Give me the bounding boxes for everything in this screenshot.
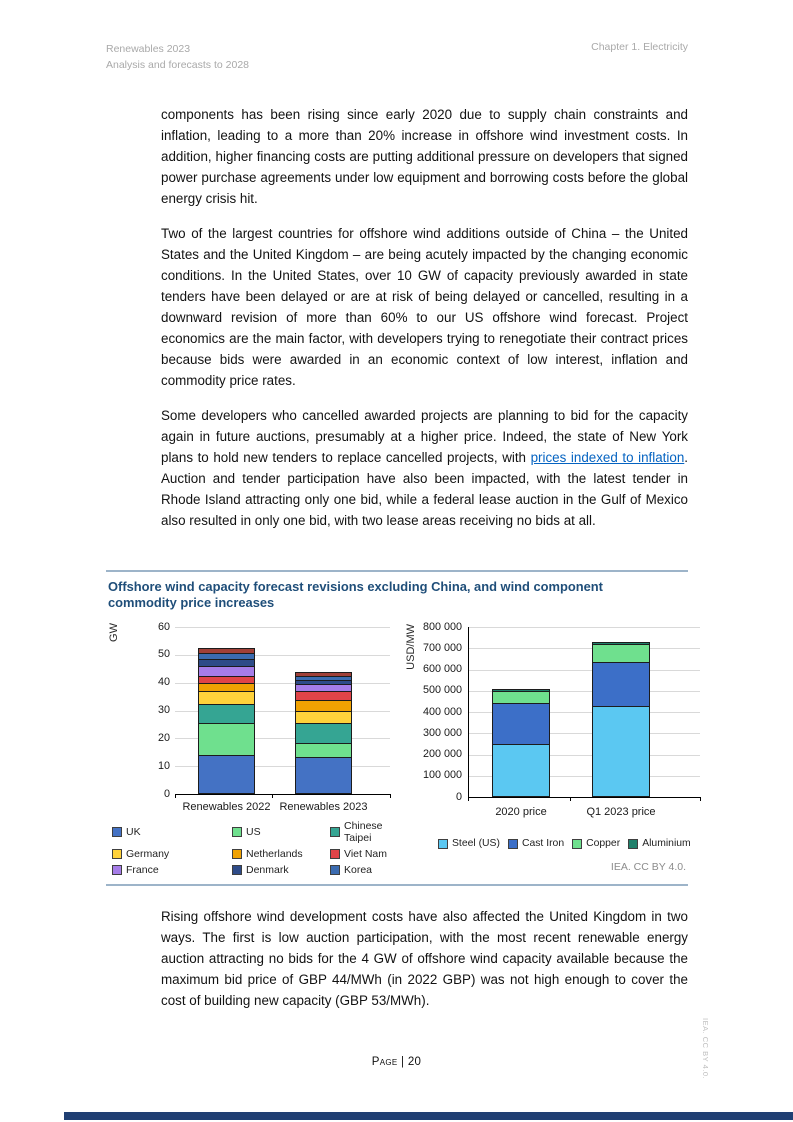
x-axis-tick [390,794,391,798]
paragraph-2: Two of the largest countries for offshore wind additions outside of China – the United States and the United Kingdom – are being acutely impacted by the changing economic conditions. In the United States, over 10 GW of capacity previously awarded in state tenders have been delayed or are at risk of being delayed or cancelled, resulting in a downward revision of more than 60% to our US offshore wind forecast. Project economics are the main factor, with developers trying to renegotiate their contract prices because bids were awarded in an economic context of low interest, inflation and commodity price rates. [161,226,688,388]
legend-swatch-icon [330,849,340,859]
paragraph-1: components has been rising since early 2020 due to supply chain constraints and inflation, leading to a more than 20% increase in offshore wind investment costs. In addition, higher financing costs are putting additional pressure on developers that signed power purchase agreements under low equipment and borrowing costs before the global energy crisis hit. [161,107,688,206]
bar-segment [492,689,550,692]
bar-segment [198,660,255,667]
legend-item [572,838,620,849]
y-tick-label: 30 [157,704,170,716]
bar-segment [198,724,255,756]
bar-segment [492,692,550,704]
bar-segment [592,642,650,645]
x-category-label: Renewables 2023 [279,801,368,813]
bar-segment [295,672,352,677]
legend-item [330,820,406,844]
bar-segment [295,712,352,724]
bar-segment [295,701,352,712]
legend-item [508,838,564,849]
bar-segment [592,707,650,797]
legend-label: Cast Iron [521,838,565,849]
bar-segment [295,677,352,681]
report-subtitle: Analysis and forecasts to 2028 [106,59,250,71]
commodity-price-chart [400,617,700,872]
figure-credit: IEA. CC BY 4.0. [610,861,686,873]
bar-segment [295,685,352,692]
legend-swatch-icon [112,865,122,875]
x-category-label: Renewables 2022 [182,801,271,813]
bar-segment [295,758,352,794]
figure-title: Offshore wind capacity forecast revisions excluding China, and wind component commodity price increases [108,579,603,610]
figure-box [106,570,691,886]
y-tick-label: 0 [455,790,462,803]
legend-swatch-icon [438,839,448,849]
legend-item [112,848,232,860]
y-tick-label: 300 000 [422,726,462,739]
legend-label: France [126,864,159,876]
y-tick-label: 60 [157,620,170,633]
bar-segment [295,744,352,758]
gridline [468,627,700,628]
y-tick-label: 200 000 [422,748,462,760]
y-tick-label: 50 [157,648,170,661]
bar-segment [198,692,255,705]
legend-label: UK [126,826,141,838]
legend-label: Chinese Taipei [344,820,383,844]
bar-segment [198,654,255,660]
legend-swatch-icon [330,865,340,875]
price-chart-legend [438,838,691,849]
legend-item [112,820,232,844]
y-tick-label: 20 [157,731,170,744]
legend-item [628,838,691,849]
y-tick-label: 500 000 [422,684,462,697]
y-axis-line [468,627,469,797]
paragraph-3-text: Some developers who cancelled awarded projects are planning to bid for the capacity again in future auctions, presumably at a higher price. Indeed, the state of New York plans to hold new tenders to replace cancelled projects, with [161,408,688,465]
legend-label: Viet Nam [344,848,387,860]
x-category-label: Q1 2023 price [586,806,656,818]
legend-swatch-icon [232,827,242,837]
legend-item [112,864,232,876]
paragraph-3-text-after: . Auction and tender participation have also been impacted, with the latest tender in Rhode Island attracting only one bid, while a federal lease auction in the Gulf of Mexico also resulted in only one bid, with two lease areas receiving no bids at all. [161,450,689,528]
legend-label: US [246,826,261,838]
bar-segment [198,756,255,794]
side-license-note: IEA. CC BY 4.0. [701,1018,710,1080]
legend-label: Germany [126,848,170,860]
page-number: Page | 20 [371,1056,422,1068]
capacity-chart-legend [112,820,406,876]
legend-swatch-icon [232,849,242,859]
legend-label: Steel (US) [452,838,500,849]
legend-label: Netherlands [246,848,303,860]
bar-segment [592,663,650,707]
prices-indexed-link[interactable]: prices indexed to inflation [530,450,685,465]
legend-item [232,864,330,876]
y-axis-label: GW [108,623,120,642]
legend-item [330,864,406,876]
capacity-forecast-chart [106,617,406,876]
x-axis-tick [272,794,273,798]
bar-segment [198,677,255,684]
chapter-header: Chapter 1. Electricity [591,41,688,53]
legend-swatch-icon [112,849,122,859]
paragraph-4: Rising offshore wind development costs have also affected the United Kingdom in two ways. The first is low auction participation, with the most recent renewable energy auction attracting no bids for the 4 GW of offshore wind capacity available because the maximum bid price of GBP 44/MWh (in 2022 GBP) was not high enough to cover the cost of building new capacity (GBP 53/MWh). [161,909,688,1008]
paragraph-3 [161,405,688,531]
bar-segment [295,681,352,685]
legend-swatch-icon [628,839,638,849]
legend-label: Korea [344,864,373,876]
legend-item [330,848,406,860]
legend-item [232,820,330,844]
x-axis-tick [175,794,176,798]
bar-segment [592,645,650,663]
y-tick-label: 800 000 [422,620,462,633]
y-tick-label: 700 000 [422,641,462,654]
x-axis-tick [570,797,571,801]
x-axis-line [175,794,391,795]
bar-segment [198,648,255,654]
y-tick-label: 600 000 [422,663,462,675]
x-axis-line [468,797,701,798]
legend-swatch-icon [232,865,242,875]
report-title: Renewables 2023 [106,43,191,55]
bar-segment [295,692,352,701]
legend-item [438,838,500,849]
legend-label: Copper [586,838,621,849]
legend-swatch-icon [112,827,122,837]
footer-bar [64,1112,793,1120]
legend-swatch-icon [572,839,582,849]
y-tick-label: 0 [163,787,170,800]
legend-swatch-icon [330,827,340,837]
bar-segment [198,705,255,724]
body-text-top [161,104,688,545]
bar-segment [295,724,352,744]
gridline [175,627,390,628]
legend-label: Denmark [246,864,289,876]
x-category-label: 2020 price [495,806,547,818]
y-axis-label: USD/MW [405,624,417,670]
legend-swatch-icon [508,839,518,849]
x-axis-tick [700,797,701,801]
y-tick-label: 100 000 [422,769,462,782]
gridline [468,670,700,671]
y-tick-label: 400 000 [422,705,462,718]
legend-label: Aluminium [642,838,691,849]
bar-segment [492,704,550,745]
report-header [106,41,249,73]
bar-segment [198,667,255,677]
y-tick-label: 10 [157,759,170,772]
body-text-bottom [161,906,688,1025]
x-axis-tick [468,797,469,801]
y-tick-label: 40 [157,676,170,689]
bar-segment [492,745,550,797]
legend-item [232,848,330,860]
gridline [468,648,700,649]
bar-segment [198,684,255,692]
